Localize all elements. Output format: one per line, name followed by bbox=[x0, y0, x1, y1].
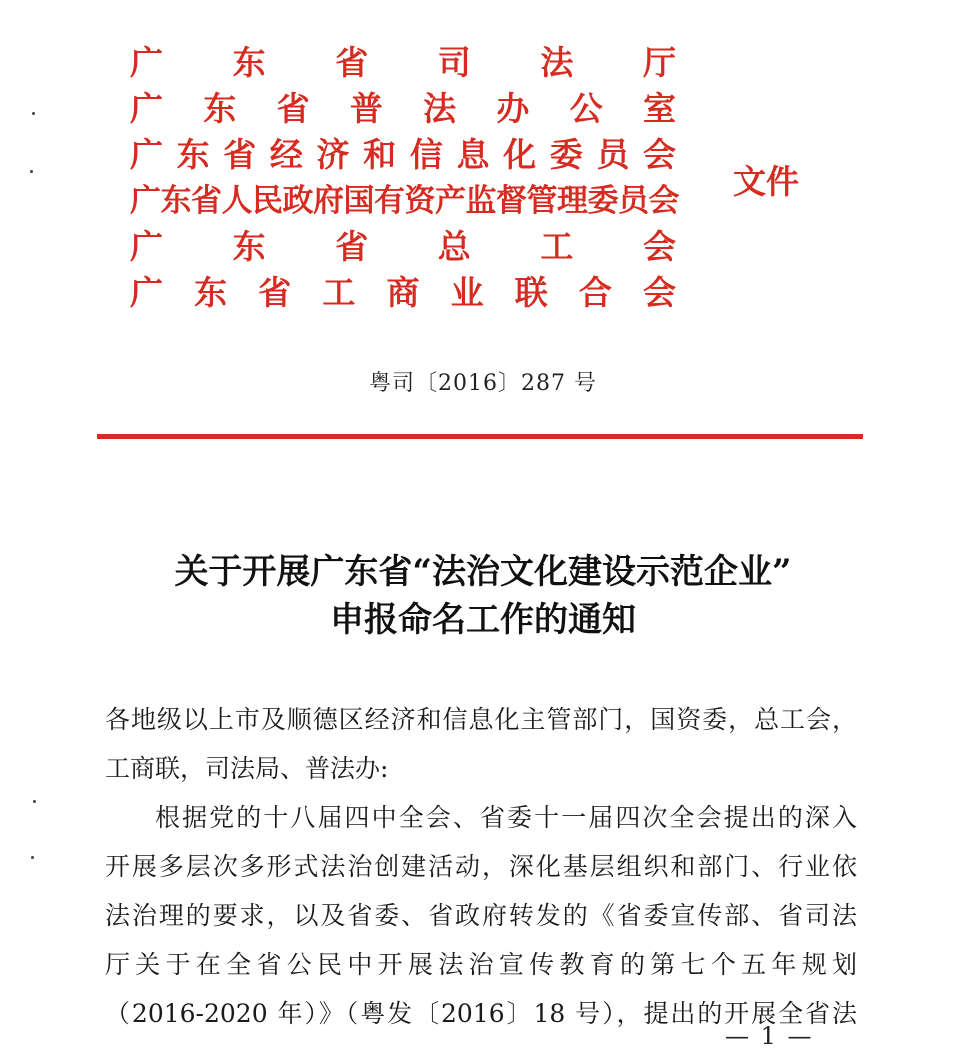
scan-speck bbox=[33, 800, 36, 803]
red-separator-line bbox=[97, 434, 863, 439]
paragraph-1 bbox=[105, 793, 857, 1038]
title-line-2: 申报命名工作的通知 bbox=[330, 600, 636, 640]
salutation bbox=[105, 695, 857, 793]
page-number: — 1 — bbox=[725, 1022, 814, 1050]
issuer-sasac: 广东省人民政府国有资产监督管理委员会 bbox=[130, 183, 679, 219]
paragraph-line: （2016-2020 年）》（粤发〔2016〕18 号），提出的开展全省法 bbox=[105, 999, 857, 1028]
salutation-line: 各地级以上市及顺德区经济和信息化主管部门，国资委，总工会， bbox=[105, 705, 857, 734]
paragraph-line: 开展多层次多形式法治创建活动，深化基层组织和部门、行业依 bbox=[105, 852, 857, 881]
issuer-justice-department: 广 东 省 司 法 厅 bbox=[130, 43, 676, 82]
issuer-federation-of-industry-commerce: 广东省工商业联合会 bbox=[130, 273, 676, 312]
scan-speck bbox=[30, 170, 33, 173]
document-label: 文件 bbox=[733, 162, 799, 201]
issuer-economy-it-commission: 广东省经济和信息化委员会 bbox=[130, 135, 676, 174]
issuer-block bbox=[130, 40, 679, 316]
paragraph-line: 根据党的十八届四中全会、省委十一届四次全会提出的深入 bbox=[155, 803, 857, 832]
paragraph-line: 厅关于在全省公民中开展法治宣传教育的第七个五年规划 bbox=[105, 950, 857, 979]
salutation-line: 工商联，司法局、普法办: bbox=[105, 754, 389, 783]
scan-speck bbox=[32, 112, 35, 115]
scan-speck bbox=[31, 856, 34, 859]
document-title bbox=[0, 548, 966, 644]
issuer-legal-education-office: 广东省普法办公室 bbox=[130, 89, 676, 128]
paragraph-line: 法治理的要求，以及省委、省政府转发的《省委宣传部、省司法 bbox=[105, 901, 857, 930]
document-number: 粤司〔2016〕287 号 bbox=[369, 371, 597, 396]
document-body bbox=[105, 695, 857, 1038]
issuer-federation-of-trade-unions: 广 东 省 总 工 会 bbox=[130, 227, 676, 266]
title-line-1: 关于开展广东省“法治文化建设示范企业” bbox=[174, 552, 792, 592]
